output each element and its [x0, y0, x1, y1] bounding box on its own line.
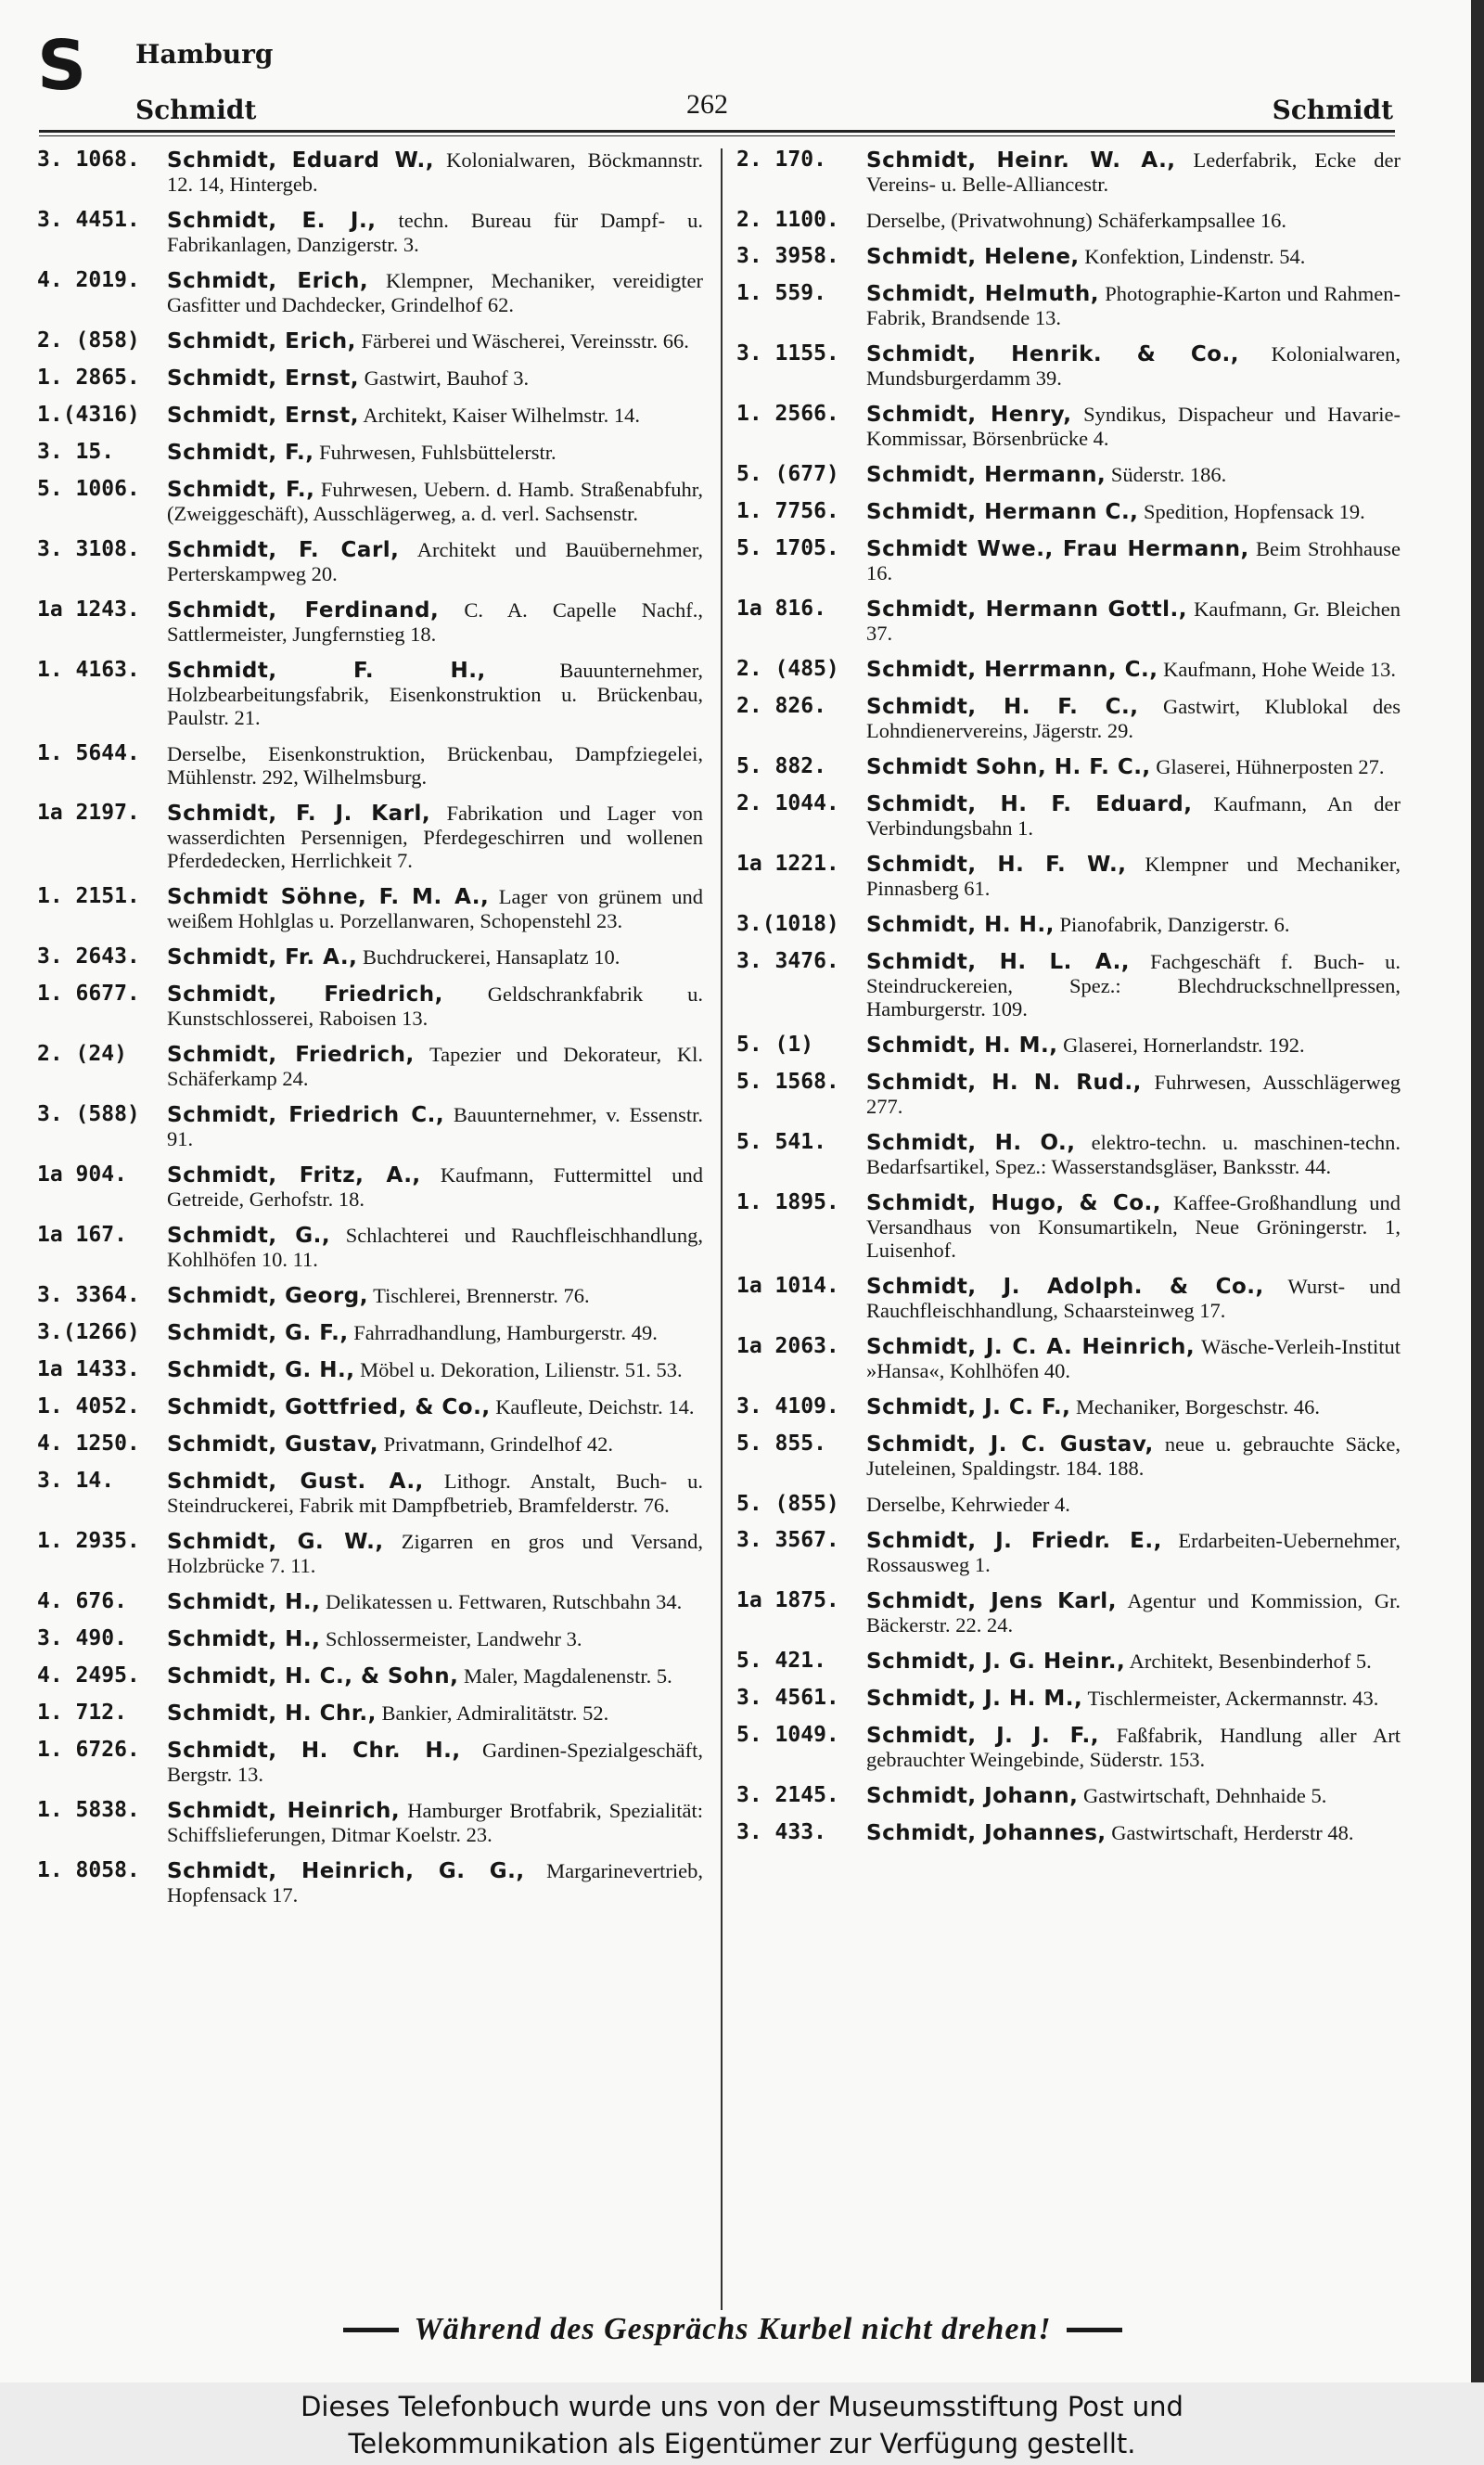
entry-details: Bauunternehmer, v. Essenstr. 91. — [167, 1103, 703, 1150]
slogan-rule-left — [343, 2328, 399, 2332]
entry-name: Schmidt, Friedrich, — [167, 982, 443, 1007]
directory-entry — [37, 742, 703, 789]
directory-entry — [736, 1724, 1401, 1771]
directory-entry — [37, 945, 703, 969]
phone-number: 1a 1875. — [736, 1588, 839, 1612]
entry-name: Schmidt, J. J. F., — [866, 1724, 1099, 1748]
column-divider — [721, 148, 723, 2310]
entry-details: Möbel u. Dekoration, Lilienstr. 51. 53. — [360, 1358, 683, 1381]
entry-name: Schmidt, G. W., — [167, 1530, 384, 1554]
phone-number: 1a 1433. — [37, 1357, 140, 1381]
entry-details: Tapezier und Dekorateur, Kl. Schäferkamp 24. — [167, 1043, 703, 1090]
directory-entry — [37, 982, 703, 1030]
directory-entry — [37, 404, 703, 428]
entry-name: Schmidt, H., — [167, 1627, 321, 1651]
phone-number: 4. 1250. — [37, 1431, 140, 1456]
phone-number: 3. 14. — [37, 1469, 115, 1493]
directory-entry — [736, 209, 1401, 232]
entry-name: Schmidt, E. J., — [167, 209, 377, 233]
entry-details: Kaufmann, Gr. Bleichen 37. — [866, 597, 1401, 645]
directory-entry — [736, 1034, 1401, 1058]
entry-details: Erdarbeiten-Uebernehmer, Rossausweg 1. — [866, 1529, 1401, 1576]
entry-name: Schmidt, Erich, — [167, 329, 356, 353]
phone-number: 3.(1266) — [37, 1320, 140, 1344]
directory-entry — [736, 1650, 1401, 1674]
entry-name: Schmidt, H., — [167, 1590, 321, 1614]
entry-name: Schmidt, Erich, — [167, 269, 369, 293]
directory-entry — [736, 1687, 1401, 1711]
entry-details: Delikatessen u. Fettwaren, Rutschbahn 34. — [325, 1590, 683, 1613]
entry-name: Schmidt, F., — [167, 478, 315, 502]
left-column — [37, 148, 703, 1919]
entry-name: Schmidt, H. O., — [866, 1131, 1076, 1155]
phone-number: 5. 1568. — [736, 1070, 839, 1094]
directory-entry — [736, 1191, 1401, 1262]
directory-entry — [736, 1335, 1401, 1382]
directory-entry — [736, 1529, 1401, 1576]
running-head-left: Schmidt — [135, 95, 257, 125]
directory-entry — [736, 1432, 1401, 1480]
entry-name: Schmidt, Fritz, A., — [167, 1163, 421, 1188]
entry-name: Schmidt Söhne, F. M. A., — [167, 885, 490, 909]
directory-entry — [736, 853, 1401, 900]
directory-entry — [37, 802, 703, 872]
credit-line-2: Telekommunikation als Eigentümer zur Verfügung gestellt. — [348, 2428, 1136, 2459]
phone-number: 3. (588) — [37, 1102, 140, 1126]
phone-number: 1. 1895. — [736, 1190, 839, 1214]
phone-number: 5. (677) — [736, 462, 839, 486]
entry-name: Schmidt, Hermann, — [866, 463, 1107, 487]
entry-details: Kaufmann, An der Verbindungsbahn 1. — [866, 792, 1401, 840]
entry-details: Mechaniker, Borgeschstr. 46. — [1075, 1395, 1320, 1419]
entry-details: Privatmann, Grindelhof 42. — [383, 1432, 614, 1456]
entry-details: Tischlerei, Brennerstr. 76. — [373, 1284, 590, 1307]
directory-entry — [736, 792, 1401, 840]
entry-name: Schmidt, J. C. F., — [866, 1395, 1071, 1419]
directory-entry — [37, 1432, 703, 1457]
directory-entry — [37, 1043, 703, 1090]
entry-details: Fuhrwesen, Uebern. d. Hamb. Straßenabfuhr, (Zweiggeschäft), Ausschlägerweg, a. d. verl. Sachsenstr. — [167, 478, 703, 525]
phone-number: 2. 1044. — [736, 791, 839, 815]
entry-details: Fabrikation und Lager von wasserdichten Persennigen, Pferdegeschirren und wollenen Pferdedecken, Herrlichkeit 7. — [167, 802, 704, 872]
entry-name: Schmidt, F. H., — [167, 659, 486, 683]
entry-details: Süderstr. 186. — [1110, 463, 1227, 486]
phone-number: 3. 3108. — [37, 537, 140, 561]
entry-details: Schlossermeister, Landwehr 3. — [325, 1627, 582, 1650]
entry-details: techn. Bureau für Dampf- u. Fabrikanlagen, Danzigerstr. 3. — [167, 209, 703, 256]
entry-name: Schmidt, Henry, — [866, 403, 1072, 427]
directory-entry — [736, 463, 1401, 487]
entry-details: elektro-techn. u. maschinen-techn. Bedarfsartikel, Spez.: Wasserstandsgläser, Banksstr. 44. — [866, 1131, 1401, 1178]
phone-number: 3. 4561. — [736, 1686, 839, 1710]
directory-entry — [37, 659, 703, 729]
entry-name: Schmidt, H. Chr. H., — [167, 1739, 461, 1763]
directory-entry — [736, 1275, 1401, 1322]
scan-edge — [1471, 0, 1484, 2382]
phone-number: 1a 2197. — [37, 801, 140, 825]
credit-banner — [0, 2382, 1484, 2465]
phone-number: 1a 2063. — [736, 1334, 839, 1358]
phone-number: 1. 6726. — [37, 1738, 140, 1762]
phone-number: 3. 3958. — [736, 244, 839, 268]
entry-details: Hamburger Brotfabrik, Spezialität: Schiffslieferungen, Ditmar Koelstr. 23. — [167, 1799, 704, 1846]
entry-details: Syndikus, Dispacheur und Havarie-Kommissar, Börsenbrücke 4. — [866, 403, 1401, 450]
phone-number: 3. 433. — [736, 1820, 826, 1844]
directory-entry — [736, 755, 1401, 779]
directory-entry — [736, 148, 1401, 196]
entry-name: Schmidt, H. N. Rud., — [866, 1071, 1142, 1095]
entry-name: Schmidt, F., — [167, 441, 314, 465]
directory-entry — [37, 1530, 703, 1577]
phone-number: 1. 559. — [736, 281, 826, 305]
footer-slogan — [130, 2312, 1336, 2347]
phone-number: 3. 2643. — [37, 944, 140, 969]
entry-name: Schmidt, Hermann Gottl., — [866, 597, 1188, 622]
entry-details: Schlachterei und Rauchfleischhandlung, Kohlhöfen 10. 11. — [167, 1224, 703, 1271]
phone-number: 1. 5838. — [37, 1798, 140, 1822]
header-rule — [39, 130, 1395, 133]
phone-number: 3. 15. — [37, 440, 115, 464]
phone-number: 2. 1100. — [736, 208, 839, 232]
entry-name: Schmidt, Heinrich, — [167, 1799, 401, 1823]
directory-entry — [736, 342, 1401, 390]
phone-number: 5. (1) — [736, 1033, 814, 1057]
entry-details: Kaufmann, Hohe Weide 13. — [1163, 658, 1396, 681]
entry-details: Buchdruckerei, Hansaplatz 10. — [363, 945, 620, 969]
directory-entry — [736, 695, 1401, 742]
directory-entry — [37, 1103, 703, 1150]
directory-entry — [37, 1739, 703, 1786]
entry-details: Faßfabrik, Handlung aller Art gebrauchter Weingebinde, Süderstr. 153. — [866, 1724, 1401, 1771]
entry-name: Schmidt, G. F., — [167, 1321, 349, 1345]
phone-number: 4. 2495. — [37, 1663, 140, 1688]
entry-name: Schmidt, Fr. A., — [167, 945, 358, 969]
header-rule-thin — [39, 135, 1395, 136]
entry-details: Fuhrwesen, Fuhlsbüttelerstr. — [319, 441, 556, 464]
directory-entry — [37, 148, 703, 196]
entry-name: Schmidt, Friedrich, — [167, 1043, 415, 1067]
phone-number: 3. 3364. — [37, 1283, 140, 1307]
phone-number: 5. (855) — [736, 1492, 839, 1516]
directory-entry — [37, 1859, 703, 1907]
phone-number: 5. 541. — [736, 1130, 826, 1154]
entry-details: neue u. gebrauchte Säcke, Juteleinen, Spaldingstr. 184. 188. — [866, 1432, 1401, 1480]
entry-details: Kolonialwaren, Böckmannstr. 12. 14, Hintergeb. — [167, 148, 703, 196]
phone-number: 2. 826. — [736, 694, 826, 718]
entry-name: Schmidt, Friedrich C., — [167, 1103, 445, 1127]
slogan-text: Während des Gesprächs Kurbel nicht drehen! — [414, 2312, 1052, 2346]
entry-details: Konfektion, Lindenstr. 54. — [1084, 245, 1306, 268]
entry-name: Schmidt, Hermann C., — [866, 500, 1139, 524]
entry-details: Derselbe, (Privatwohnung) Schäferkampsallee 16. — [866, 209, 1286, 232]
entry-name: Schmidt, J. Adolph. & Co., — [866, 1275, 1264, 1299]
directory-entry — [37, 1163, 703, 1211]
entry-details: Gardinen-Spezialgeschäft, Bergstr. 13. — [167, 1739, 703, 1786]
entry-name: Schmidt Wwe., Frau Hermann, — [866, 537, 1249, 561]
entry-details: Kaufleute, Deichstr. 14. — [495, 1395, 695, 1419]
entry-details: Maler, Magdalenenstr. 5. — [464, 1664, 672, 1688]
directory-entry — [736, 245, 1401, 269]
phone-number: 1a 904. — [37, 1162, 127, 1187]
directory-entry — [37, 1701, 703, 1726]
phone-number: 3. 490. — [37, 1626, 127, 1650]
phone-number: 5. 1049. — [736, 1723, 839, 1747]
city-heading: Hamburg — [135, 39, 274, 70]
entry-name: Schmidt, J. H. M., — [866, 1687, 1083, 1711]
entry-name: Schmidt, Gustav, — [167, 1432, 378, 1457]
phone-number: 5. 1705. — [736, 536, 839, 560]
section-letter: S — [37, 26, 87, 106]
phone-number: 3. 2145. — [736, 1783, 839, 1807]
entry-name: Schmidt, Ernst, — [167, 404, 359, 428]
directory-entry — [37, 209, 703, 256]
entry-details: Kaffee-Großhandlung und Versandhaus von Konsumartikeln, Neue Gröningerstr. 1, Luisenhof. — [866, 1191, 1401, 1262]
entry-details: Kolonialwaren, Mundsburgerdamm 39. — [866, 342, 1401, 390]
entry-name: Schmidt, Gust. A., — [167, 1470, 424, 1494]
directory-entry — [37, 885, 703, 932]
slogan-rule-right — [1067, 2328, 1122, 2332]
phone-number: 1. 2566. — [736, 402, 839, 426]
entry-name: Schmidt, H. F. C., — [866, 695, 1139, 719]
phone-number: 1a 1014. — [736, 1274, 839, 1298]
phone-number: 1. 2935. — [37, 1529, 140, 1553]
entry-details: Photographie-Karton und Rahmen-Fabrik, Brandsende 13. — [866, 282, 1401, 329]
phone-number: 2. (858) — [37, 328, 140, 353]
entry-name: Schmidt, Heinrich, G. G., — [167, 1859, 525, 1883]
entry-details: Derselbe, Kehrwieder 4. — [866, 1493, 1070, 1516]
phone-number: 4. 676. — [37, 1589, 127, 1613]
entry-details: Derselbe, Eisenkonstruktion, Brückenbau, Dampfziegelei, Mühlenstr. 292, Wilhelmsburg. — [167, 742, 703, 789]
directory-entry — [37, 329, 703, 353]
running-head-right: Schmidt — [1272, 95, 1393, 125]
entry-details: Bauunternehmer, Holzbearbeitungsfabrik, Eisenkonstruktion u. Brückenbau, Paulstr. 21. — [167, 659, 703, 729]
phone-number: 2. 170. — [736, 148, 826, 172]
entry-name: Schmidt, G. H., — [167, 1358, 355, 1382]
entry-name: Schmidt, J. C. A. Heinrich, — [866, 1335, 1196, 1359]
entry-name: Schmidt, J. Friedr. E., — [866, 1529, 1162, 1553]
entry-details: Gastwirt, Klublokal des Lohndienervereins, Jägerstr. 29. — [866, 695, 1401, 742]
entry-name: Schmidt, Helene, — [866, 245, 1080, 269]
entry-name: Schmidt, H. F. Eduard, — [866, 792, 1193, 816]
phone-number: 1a 1243. — [37, 597, 140, 622]
directory-entry — [37, 1284, 703, 1308]
directory-entry — [37, 1799, 703, 1846]
entry-name: Schmidt, Georg, — [167, 1284, 368, 1308]
phone-number: 1. 5644. — [37, 741, 140, 765]
entry-details: Geldschrankfabrik u. Kunstschlosserei, Raboisen 13. — [167, 982, 703, 1030]
directory-entry — [736, 500, 1401, 524]
entry-name: Schmidt, Jens Karl, — [866, 1589, 1117, 1613]
directory-entry — [37, 441, 703, 465]
entry-name: Schmidt, G., — [167, 1224, 331, 1248]
phone-number: 1. 4052. — [37, 1394, 140, 1419]
entry-details: Pianofabrik, Danzigerstr. 6. — [1059, 913, 1290, 936]
entry-name: Schmidt, Gottfried, & Co., — [167, 1395, 491, 1419]
entry-details: Kaufmann, Futtermittel und Getreide, Gerhofstr. 18. — [167, 1163, 703, 1211]
entry-details: Gastwirt, Bauhof 3. — [364, 366, 530, 390]
directory-entry — [37, 269, 703, 316]
directory-entry — [736, 1821, 1401, 1845]
entry-name: Schmidt, J. G. Heinr., — [866, 1650, 1126, 1674]
directory-entry — [736, 1493, 1401, 1516]
entry-details: Zigarren en gros und Versand, Holzbrücke 7. 11. — [167, 1530, 704, 1577]
entry-details: Glaserei, Hornerlandstr. 192. — [1063, 1034, 1305, 1057]
phone-number: 1. 712. — [37, 1701, 127, 1725]
entry-details: Lithogr. Anstalt, Buch- u. Steindruckerei, Fabrik mit Dampfbetrieb, Bramfelderstr. 76. — [167, 1470, 703, 1517]
directory-entry — [736, 658, 1401, 682]
entry-details: Wäsche-Verleih-Institut »Hansa«, Kohlhöfen 40. — [866, 1335, 1401, 1382]
directory-entry — [736, 282, 1401, 329]
phone-number: 3. 1155. — [736, 341, 839, 366]
entry-details: Spedition, Hopfensack 19. — [1144, 500, 1365, 523]
phone-number: 1.(4316) — [37, 403, 140, 427]
phone-number: 2. (485) — [736, 657, 839, 681]
directory-entry — [37, 1590, 703, 1614]
phone-number: 1. 2865. — [37, 366, 140, 390]
entry-name: Schmidt, Hugo, & Co., — [866, 1191, 1162, 1215]
phone-number: 5. 882. — [736, 754, 826, 778]
entry-name: Schmidt, F. J. Karl, — [167, 802, 431, 826]
phone-number: 3. 4109. — [736, 1394, 839, 1419]
entry-name: Schmidt, Helmuth, — [866, 282, 1099, 306]
entry-name: Schmidt, H. L. A., — [866, 950, 1131, 974]
entry-name: Schmidt, H. Chr., — [167, 1701, 377, 1726]
phone-number: 5. 421. — [736, 1649, 826, 1673]
phone-number: 3. 1068. — [37, 148, 140, 172]
entry-name: Schmidt, Johann, — [866, 1784, 1079, 1808]
entry-name: Schmidt, Herrmann, C., — [866, 658, 1158, 682]
right-column — [736, 148, 1401, 1858]
entry-name: Schmidt, Ferdinand, — [167, 598, 440, 623]
entry-details: Fahrradhandlung, Hamburgerstr. 49. — [353, 1321, 658, 1344]
phone-number: 5. 855. — [736, 1431, 826, 1456]
entry-name: Schmidt, H. F. W., — [866, 853, 1127, 877]
phone-number: 3. 3567. — [736, 1528, 839, 1552]
entry-name: Schmidt, Ernst, — [167, 366, 359, 391]
phone-number: 1a 1221. — [736, 852, 839, 876]
entry-details: Architekt und Bauübernehmer, Perterskampweg 20. — [167, 538, 703, 585]
entry-details: Architekt, Kaiser Wilhelmstr. 14. — [363, 404, 640, 427]
phone-number: 1a 816. — [736, 597, 826, 621]
entry-name: Schmidt, H. H., — [866, 913, 1055, 937]
entry-details: Lager von grünem und weißem Hohlglas u. Porzellanwaren, Schopenstehl 23. — [167, 885, 703, 932]
entry-details: Margarinevertrieb, Hopfensack 17. — [167, 1859, 704, 1907]
phone-number: 1. 4163. — [37, 658, 140, 682]
entry-details: Färberei und Wäscherei, Vereinsstr. 66. — [361, 329, 689, 353]
entry-details: Lederfabrik, Ecke der Vereins- u. Belle-Alliancestr. — [866, 148, 1401, 196]
directory-entry — [37, 478, 703, 525]
entry-details: Beim Strohhause 16. — [866, 537, 1401, 584]
entry-details: Gastwirtschaft, Dehnhaide 5. — [1083, 1784, 1327, 1807]
entry-details: Fuhrwesen, Ausschlägerweg 277. — [866, 1071, 1401, 1118]
entry-name: Schmidt, Heinr. W. A., — [866, 148, 1176, 173]
phone-number: 3.(1018) — [736, 912, 839, 936]
phone-number: 1a 167. — [37, 1223, 127, 1247]
directory-entry — [37, 1470, 703, 1517]
directory-entry — [37, 1664, 703, 1688]
directory-entry — [736, 1784, 1401, 1808]
entry-details: Klempner und Mechaniker, Pinnasberg 61. — [866, 853, 1401, 900]
phone-number: 1. 6677. — [37, 982, 140, 1006]
directory-entry — [736, 597, 1401, 645]
directory-entry — [736, 913, 1401, 937]
phone-number: 2. (24) — [37, 1042, 127, 1066]
entry-details: Architekt, Besenbinderhof 5. — [1129, 1650, 1372, 1673]
entry-name: Schmidt, Henrik. & Co., — [866, 342, 1239, 366]
directory-entry — [736, 1395, 1401, 1419]
directory-entry — [736, 950, 1401, 1021]
phone-number: 1. 7756. — [736, 499, 839, 523]
directory-entry — [37, 1627, 703, 1651]
phone-number: 1. 8058. — [37, 1858, 140, 1882]
entry-details: Tischlermeister, Ackermannstr. 43. — [1087, 1687, 1379, 1710]
credit-line-1: Dieses Telefonbuch wurde uns von der Museumsstiftung Post und — [301, 2391, 1183, 2422]
entry-name: Schmidt, J. C. Gustav, — [866, 1432, 1154, 1457]
directory-entry — [37, 1321, 703, 1345]
directory-entry — [37, 1358, 703, 1382]
entry-details: Gastwirtschaft, Herderstr 48. — [1111, 1821, 1354, 1844]
directory-entry — [37, 538, 703, 585]
entry-name: Schmidt, F. Carl, — [167, 538, 400, 562]
directory-entry — [736, 1071, 1401, 1118]
directory-entry — [736, 1131, 1401, 1178]
directory-entry — [37, 1395, 703, 1419]
entry-name: Schmidt, Johannes, — [866, 1821, 1107, 1845]
entry-details: Bankier, Admiralitätstr. 52. — [381, 1701, 609, 1725]
directory-entry — [736, 403, 1401, 450]
entry-details: Fachgeschäft f. Buch- u. Steindruckereien, Spez.: Blechdruckschnellpressen, Hamburgerstr. 109. — [866, 950, 1401, 1021]
phone-number: 1. 2151. — [37, 884, 140, 908]
directory-entry — [37, 598, 703, 646]
entry-name: Schmidt, H. C., & Sohn, — [167, 1664, 459, 1688]
phone-number: 3. 4451. — [37, 208, 140, 232]
entry-details: Glaserei, Hühnerposten 27. — [1156, 755, 1385, 778]
entry-name: Schmidt, Eduard W., — [167, 148, 435, 173]
entry-name: Schmidt Sohn, H. F. C., — [866, 755, 1151, 779]
page-number: 262 — [686, 89, 728, 120]
phone-number: 5. 1006. — [37, 477, 140, 501]
phone-number: 3. 3476. — [736, 949, 839, 973]
phone-number: 4. 2019. — [37, 268, 140, 292]
entry-name: Schmidt, H. M., — [866, 1034, 1058, 1058]
entry-details: Klempner, Mechaniker, vereidigter Gasfitter und Dachdecker, Grindelhof 62. — [167, 269, 703, 316]
entry-details: Wurst- und Rauchfleischhandlung, Schaarsteinweg 17. — [866, 1275, 1401, 1322]
entry-details: C. A. Capelle Nachf., Sattlermeister, Jungfernstieg 18. — [167, 598, 704, 646]
directory-entry — [37, 1224, 703, 1271]
entry-details: Agentur und Kommission, Gr. Bäckerstr. 22. 24. — [866, 1589, 1401, 1637]
directory-entry — [736, 1589, 1401, 1637]
directory-entry — [37, 366, 703, 391]
directory-entry — [736, 537, 1401, 584]
